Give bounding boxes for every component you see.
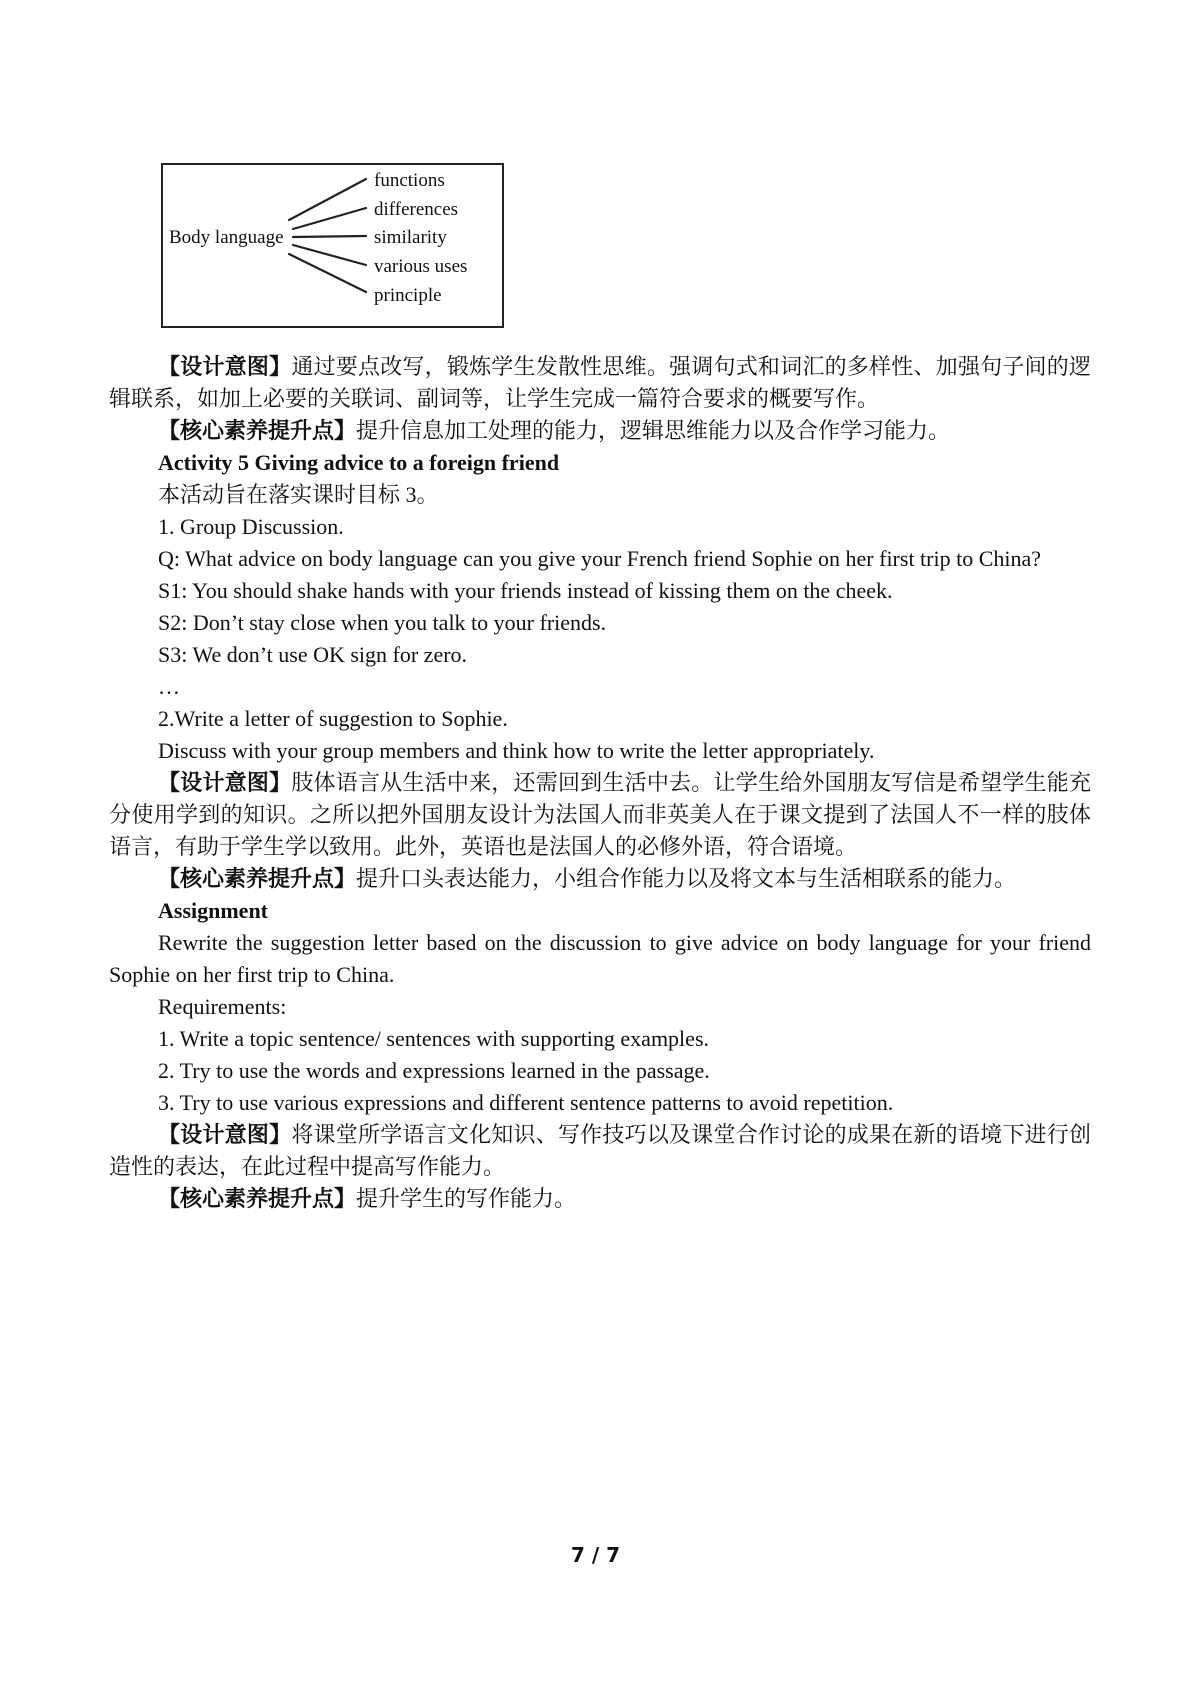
mind-map-branch: principle xyxy=(374,285,442,306)
design-intent-text: 肢体语言从生活中来，还需回到生活中去。让学生给外国朋友写信是希望学生能充分使用学到的知识。之所以把外国朋友设计为法国人而非英美人在于课文提到了法国人不一样的肢体语言，有助于学生学以致用。此外，英语也是法国人的必修外语，符合语境。 xyxy=(109,770,1091,859)
core-literacy-text: 提升口头表达能力，小组合作能力以及将文本与生活相联系的能力。 xyxy=(356,866,1017,891)
mind-map-branch: differences xyxy=(374,199,459,220)
mind-map-lines xyxy=(163,165,506,330)
task-instruction: Discuss with your group members and think how to write the letter appropriately. xyxy=(158,738,875,763)
assignment-text: Rewrite the suggestion letter based on the discussion to give advice on body language for your friend Sophie on her first trip to China. xyxy=(109,930,1091,987)
mind-map-branch: functions xyxy=(374,170,445,191)
mind-map-branch: similarity xyxy=(374,227,447,248)
design-intent-paragraph xyxy=(109,351,1091,415)
mind-map-branch: various uses xyxy=(374,256,468,277)
core-literacy-text: 提升学生的写作能力。 xyxy=(356,1186,577,1211)
design-intent-label: 【设计意图】 xyxy=(158,1122,292,1147)
design-intent-text: 通过要点改写，锻炼学生发散性思维。强调句式和词汇的多样性、加强句子间的逻辑联系，如加上必要的关联词、副词等，让学生完成一篇符合要求的概要写作。 xyxy=(109,354,1091,411)
document-body xyxy=(109,351,1091,1215)
requirement-item: 2. Try to use the words and expressions learned in the passage. xyxy=(158,1058,710,1083)
core-literacy-label: 【核心素养提升点】 xyxy=(158,866,357,891)
design-intent-paragraph xyxy=(109,1119,1091,1183)
student-answer: S3: We don’t use OK sign for zero. xyxy=(158,642,468,667)
design-intent-label: 【设计意图】 xyxy=(158,770,292,795)
requirements-label: Requirements: xyxy=(158,994,287,1019)
requirement-item: 1. Write a topic sentence/ sentences with supporting examples. xyxy=(158,1026,709,1051)
activity-goal: 本活动旨在落实课时目标 3。 xyxy=(158,482,439,507)
task-item: 2.Write a letter of suggestion to Sophie. xyxy=(158,706,508,731)
design-intent-paragraph xyxy=(109,767,1091,863)
core-literacy-paragraph xyxy=(109,863,1091,895)
core-literacy-label: 【核心素养提升点】 xyxy=(158,418,357,443)
student-answer: S1: You should shake hands with your friends instead of kissing them on the cheek. xyxy=(158,578,893,603)
core-literacy-text: 提升信息加工处理的能力，逻辑思维能力以及合作学习能力。 xyxy=(356,418,951,443)
requirement-item: 3. Try to use various expressions and different sentence patterns to avoid repetition. xyxy=(158,1090,894,1115)
design-intent-label: 【设计意图】 xyxy=(158,354,292,379)
page-number: 7 / 7 xyxy=(570,1543,621,1567)
discussion-question: Q: What advice on body language can you give your French friend Sophie on her first trip to China? xyxy=(158,546,1042,571)
body-language-mind-map xyxy=(161,163,504,328)
design-intent-text: 将课堂所学语言文化知识、写作技巧以及课堂合作讨论的成果在新的语境下进行创造性的表达，在此过程中提高写作能力。 xyxy=(109,1122,1091,1179)
assignment-heading: Assignment xyxy=(158,898,269,923)
mind-map-center: Body language xyxy=(169,227,284,248)
core-literacy-label: 【核心素养提升点】 xyxy=(158,1186,357,1211)
task-item: 1. Group Discussion. xyxy=(158,514,344,539)
student-answer: S2: Don’t stay close when you talk to your friends. xyxy=(158,610,607,635)
activity-heading: Activity 5 Giving advice to a foreign friend xyxy=(158,450,560,475)
core-literacy-paragraph xyxy=(109,1183,1091,1215)
ellipsis: … xyxy=(158,674,180,699)
core-literacy-paragraph xyxy=(109,415,1091,447)
